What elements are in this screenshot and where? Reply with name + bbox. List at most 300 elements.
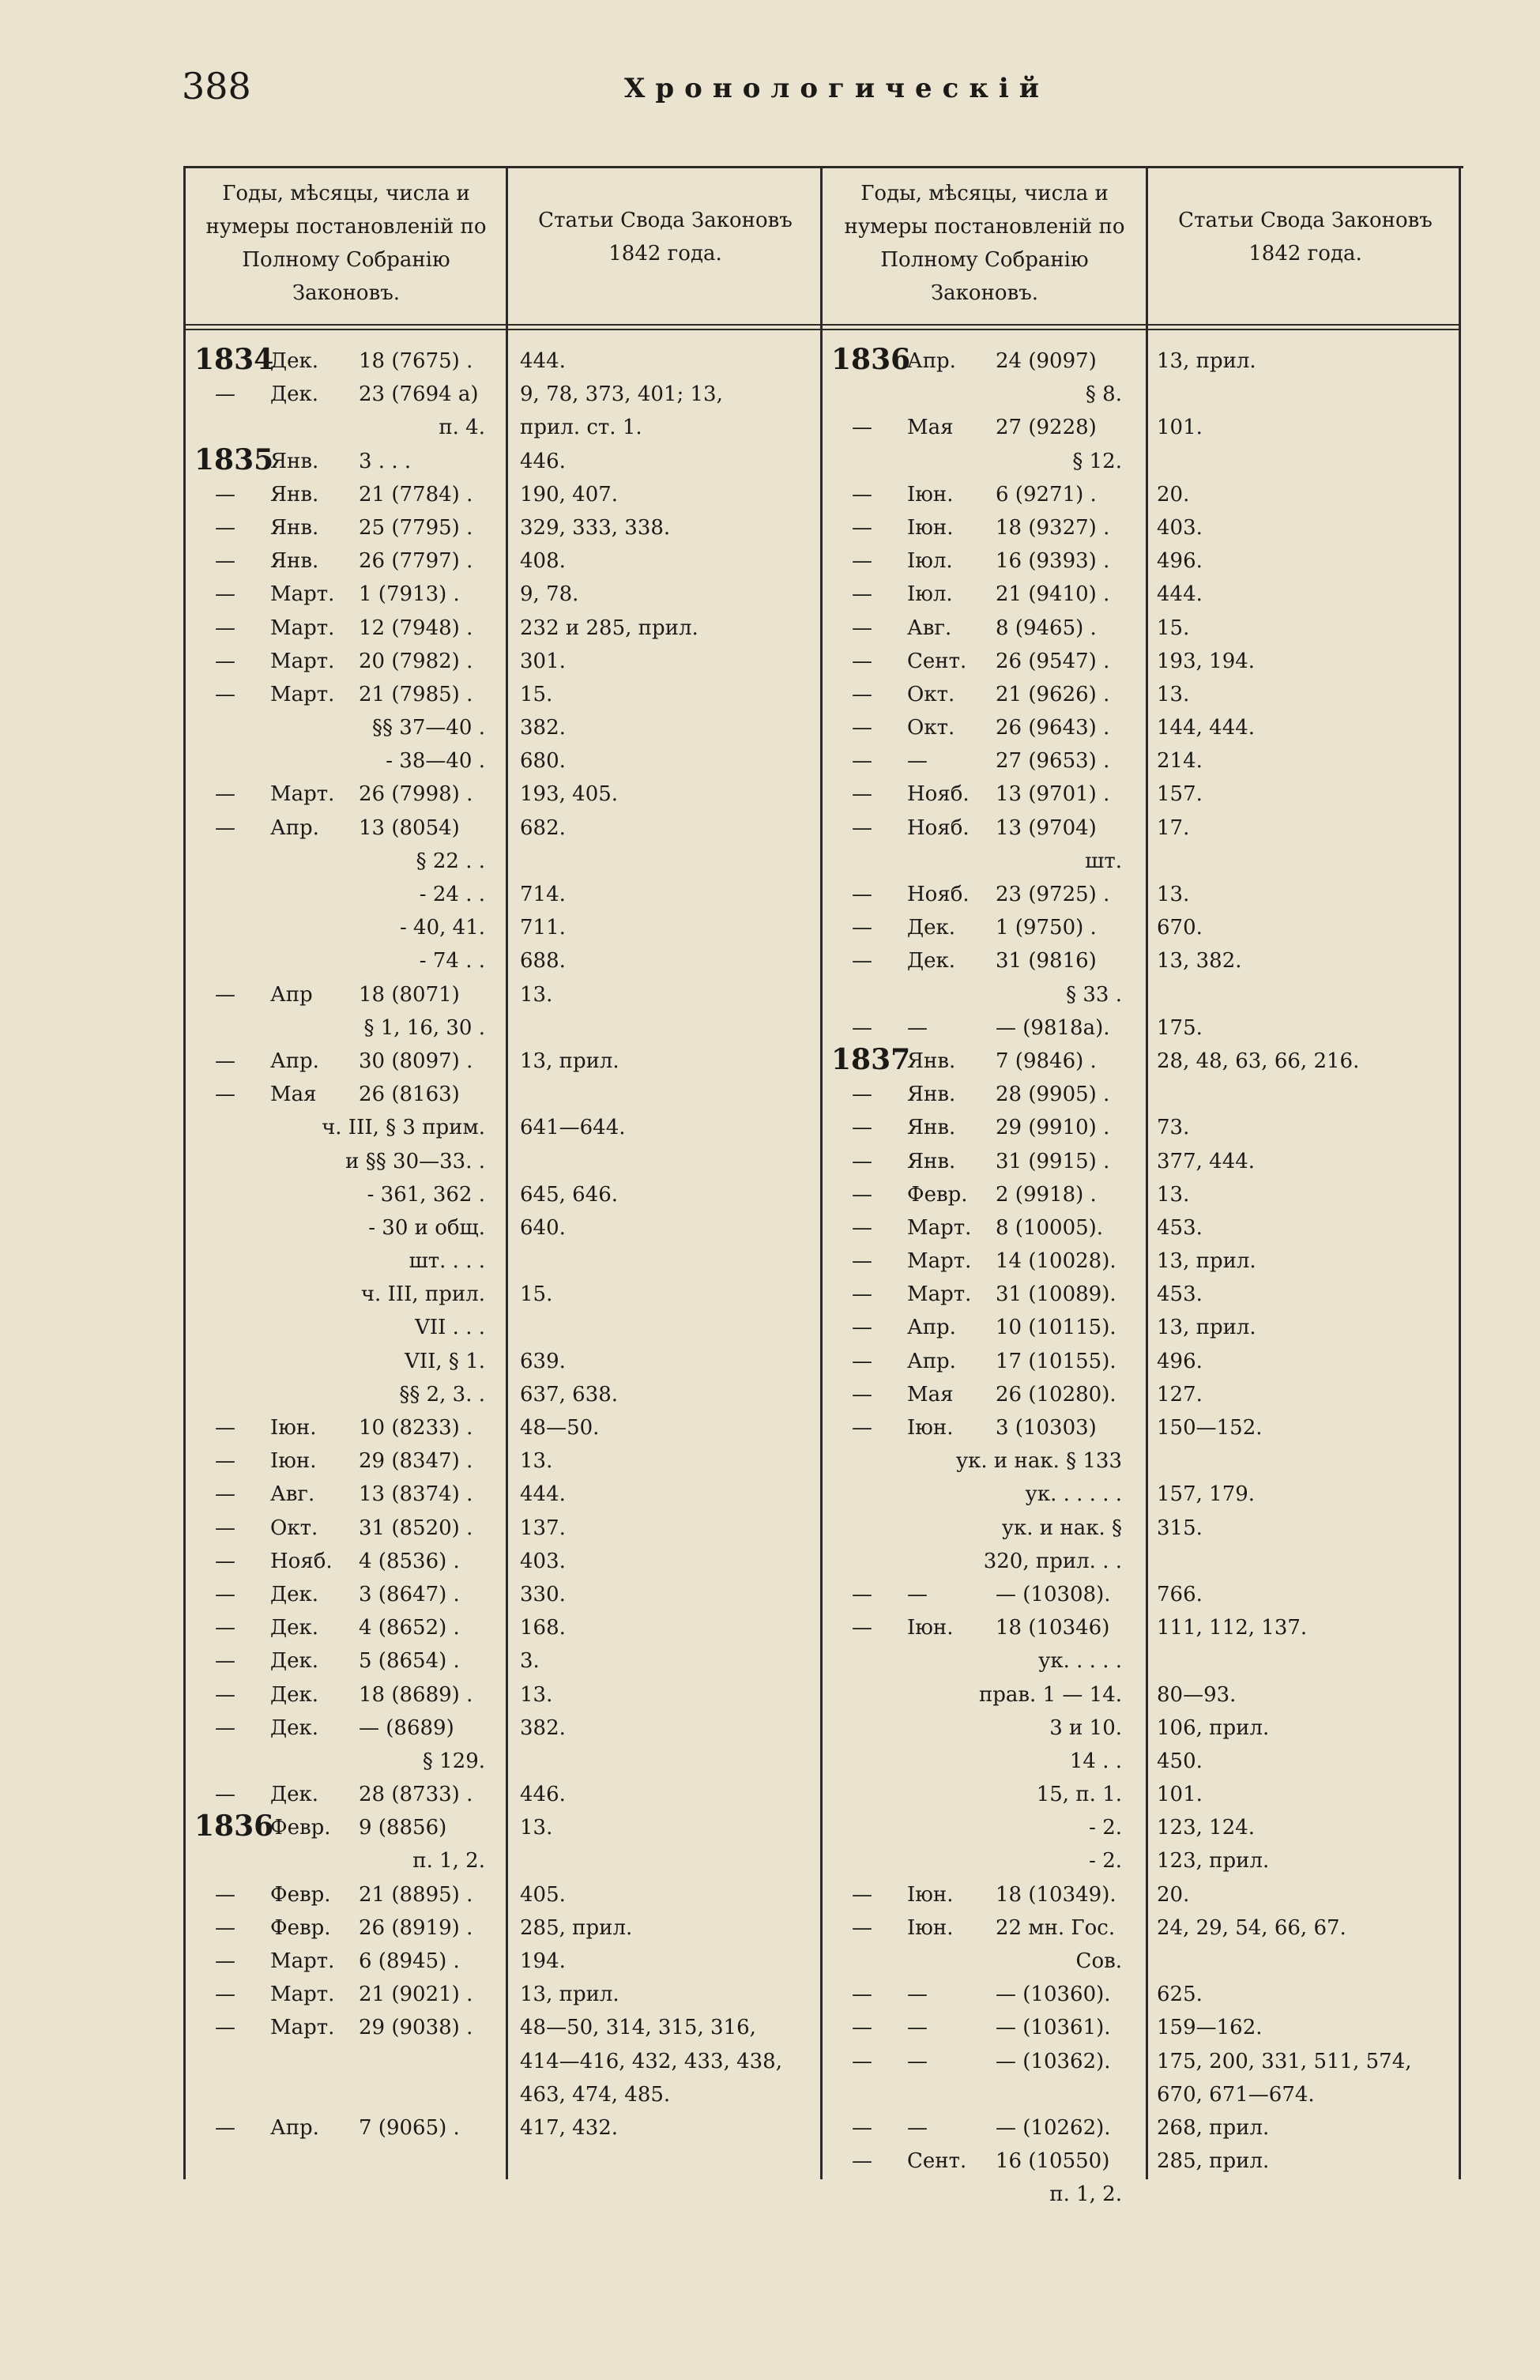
entry-art: 15. — [1157, 616, 1190, 640]
entry-art: 315. — [1157, 1516, 1203, 1540]
table-row — [820, 1078, 1460, 1111]
entry-cont: ук. . . . . — [1038, 1649, 1122, 1674]
entry-num: 3 (8647) . — [359, 1582, 460, 1606]
table-row — [820, 711, 1460, 744]
entry-num: 26 (10280). — [996, 1382, 1116, 1407]
entry-cont: ук. и нак. § — [1001, 1516, 1122, 1540]
entry-month: Окт. — [270, 1516, 318, 1540]
entry-dash: — — [852, 2016, 872, 2040]
entry-art: 640. — [520, 1215, 566, 1240]
entry-num: 18 (10349). — [996, 1882, 1116, 1907]
entry-art: 688. — [520, 949, 566, 973]
entry-month: Янв. — [270, 549, 319, 574]
entry-dash: — — [215, 382, 235, 407]
entry-art: 496. — [1157, 1349, 1203, 1373]
entry-month: Март. — [270, 616, 335, 640]
entry-cont: Сов. — [1075, 1949, 1122, 1973]
table-row — [183, 2011, 820, 2044]
table-row — [820, 2045, 1460, 2078]
header-rule-right-2 — [820, 329, 1460, 330]
entry-num: 26 (7797) . — [359, 549, 473, 574]
entry-month: Дек. — [907, 916, 956, 940]
entry-art: 193, 405. — [520, 782, 619, 807]
entry-month: Янв. — [270, 449, 319, 473]
entry-art: 13. — [1157, 883, 1190, 906]
entry-dash: — — [852, 616, 872, 640]
table-row — [820, 1211, 1460, 1245]
entry-month: Март. — [270, 782, 335, 807]
entry-art: 3. — [520, 1649, 540, 1674]
entry-dash: — — [852, 2115, 872, 2140]
entry-dash: — — [215, 2115, 235, 2140]
entry-num: — (8689) — [359, 1715, 454, 1740]
entry-num: 31 (9915) . — [996, 1149, 1110, 1173]
entry-dash: — — [852, 1915, 872, 1940]
table-row — [820, 1778, 1460, 1811]
entry-dash: — — [852, 2049, 872, 2073]
table-row — [820, 1042, 1460, 1078]
entry-dash: — — [852, 1282, 872, 1307]
entry-cont: § 22 . . — [416, 849, 485, 873]
entry-num: 3 (10303) — [996, 1416, 1097, 1440]
entry-cont: - 30 и общ. — [368, 1215, 485, 1240]
table-row — [183, 1111, 820, 1144]
entry-art: 403. — [520, 1549, 566, 1573]
entry-dash: — — [215, 1915, 235, 1940]
entry-art: 13, прил. — [1157, 349, 1256, 373]
table-row — [183, 1444, 820, 1478]
table-row — [183, 744, 820, 778]
table-row — [820, 612, 1460, 645]
entry-art: 168. — [520, 1616, 566, 1640]
entry-num: 28 (9905) . — [996, 1083, 1110, 1107]
table-row — [820, 1945, 1460, 1978]
entry-cont: § 8. — [1085, 382, 1122, 407]
entry-dash: — — [215, 1949, 235, 1973]
table-row — [183, 1678, 820, 1712]
entry-cont: §§ 37—40 . — [372, 716, 485, 740]
entry-dash: — — [852, 815, 872, 840]
page-number: 388 — [182, 65, 251, 107]
chronological-table — [183, 166, 1463, 2207]
entry-num: 29 (9910) . — [996, 1116, 1110, 1140]
table-top-rule — [183, 166, 1463, 168]
entry-month: Дек. — [270, 1649, 319, 1674]
entry-num: 29 (9038) . — [359, 2016, 473, 2040]
table-row — [820, 1578, 1460, 1611]
entry-num: 3 . . . — [359, 449, 412, 473]
entry-num: 13 (8374) . — [359, 1482, 473, 1507]
entry-num: 24 (9097) — [996, 349, 1097, 373]
entry-month: Янв. — [907, 1049, 956, 1073]
entry-art: 13. — [520, 1816, 553, 1840]
entry-month: — — [907, 2016, 928, 2040]
entry-art: 15. — [520, 1282, 553, 1307]
entry-num: 21 (8895) . — [359, 1882, 473, 1907]
entry-num: 1 (9750) . — [996, 916, 1097, 940]
entry-num: 26 (7998) . — [359, 782, 473, 807]
entry-art: 20. — [1157, 1882, 1190, 1907]
entry-art: 13, прил. — [520, 1049, 619, 1073]
table-row — [820, 1745, 1460, 1778]
table-row — [820, 845, 1460, 878]
entry-month: Авг. — [270, 1482, 315, 1507]
header-rule-left-2 — [183, 329, 820, 330]
entry-cont: 15, п. 1. — [1036, 1783, 1122, 1807]
table-row — [183, 2111, 820, 2145]
table-row — [820, 1512, 1460, 1545]
table-row — [183, 911, 820, 944]
table-row — [820, 1011, 1460, 1045]
entry-art: 377, 444. — [1157, 1149, 1256, 1173]
entry-dash: — — [215, 1616, 235, 1640]
entry-month: Янв. — [270, 482, 319, 507]
entry-month: Март. — [270, 682, 335, 706]
entry-month: Апр. — [907, 349, 956, 373]
entry-art: 285, прил. — [520, 1915, 633, 1940]
entry-cont: § 12. — [1072, 449, 1122, 473]
entry-month: Іюн. — [907, 1616, 954, 1640]
table-row — [820, 1178, 1460, 1211]
entry-art: 232 и 285, прил. — [520, 616, 698, 640]
entry-dash: — — [852, 1015, 872, 1040]
entry-dash: — — [215, 1482, 235, 1507]
entry-cont: - 2. — [1089, 1816, 1122, 1840]
entry-dash: — — [215, 815, 235, 840]
table-row — [820, 1978, 1460, 2011]
entry-month: Март. — [270, 649, 335, 673]
entry-art: 714. — [520, 883, 566, 906]
left-column — [183, 345, 820, 2145]
entry-num: — (10360). — [996, 1983, 1111, 2007]
entry-num: 16 (10550) — [996, 2149, 1110, 2174]
entry-num: 21 (7985) . — [359, 682, 473, 706]
entry-month: Нояб. — [270, 1549, 333, 1573]
entry-art: 150—152. — [1157, 1416, 1263, 1440]
entry-num: 17 (10155). — [996, 1349, 1116, 1373]
entry-num: 30 (8097) . — [359, 1049, 473, 1073]
entry-month: Февр. — [907, 1182, 968, 1207]
entry-cont: - 24 . . — [419, 883, 485, 906]
entry-num: 18 (8071) — [359, 982, 460, 1007]
entry-month: Іюн. — [907, 482, 954, 507]
entry-year: 1834 — [194, 343, 274, 376]
entry-dash: — — [852, 1582, 872, 1606]
entry-art: 444. — [520, 1482, 566, 1507]
entry-month: Нояб. — [907, 815, 970, 840]
entry-cont: ч. III, прил. — [360, 1282, 485, 1307]
entry-num: 10 (10115). — [996, 1316, 1116, 1340]
entry-num: 7 (9065) . — [359, 2115, 460, 2140]
entry-dash: — — [852, 716, 872, 740]
entry-dash: — — [852, 649, 872, 673]
entry-month: — — [907, 1582, 928, 1606]
entry-month: Нояб. — [907, 883, 970, 906]
entry-dash: — — [852, 949, 872, 973]
entry-num: 29 (8347) . — [359, 1449, 473, 1474]
entry-month: Апр. — [270, 2115, 319, 2140]
entry-art: 13. — [520, 1682, 553, 1707]
entry-month: Апр. — [907, 1349, 956, 1373]
table-row — [183, 711, 820, 744]
entry-art: 73. — [1157, 1116, 1190, 1140]
table-row — [183, 1178, 820, 1211]
entry-month: Дек. — [270, 349, 319, 373]
entry-month: Март. — [270, 1983, 335, 2007]
entry-month: Авг. — [907, 616, 952, 640]
table-row — [183, 1878, 820, 1911]
entry-art: 13. — [1157, 682, 1190, 706]
entry-num: — (10362). — [996, 2049, 1111, 2073]
header-rule-right — [820, 324, 1460, 326]
entry-dash: — — [215, 1549, 235, 1573]
table-row — [820, 1245, 1460, 1278]
table-row — [183, 378, 820, 411]
table-row — [183, 1811, 820, 1844]
entry-art: прил. ст. 1. — [520, 416, 642, 440]
table-row — [820, 812, 1460, 845]
entry-cont: 14 . . — [1069, 1749, 1122, 1773]
entry-dash: — — [852, 749, 872, 774]
entry-num: 26 (8919) . — [359, 1915, 473, 1940]
entry-art: 641—644. — [520, 1116, 626, 1140]
entry-dash: — — [215, 515, 235, 540]
entry-cont: VII, § 1. — [405, 1349, 485, 1373]
table-row — [820, 1411, 1460, 1444]
table-row — [183, 1245, 820, 1278]
table-row — [820, 578, 1460, 611]
entry-art: 190, 407. — [520, 482, 619, 507]
entry-num: 22 мн. Гос. — [996, 1915, 1116, 1940]
table-row — [183, 944, 820, 977]
entry-art: 127. — [1157, 1382, 1203, 1407]
table-row — [183, 1545, 820, 1578]
entry-month: Іюн. — [907, 1915, 954, 1940]
table-row — [183, 612, 820, 645]
table-row — [820, 1145, 1460, 1178]
entry-dash: — — [852, 1182, 872, 1207]
entry-cont: §§ 2, 3. . — [399, 1382, 485, 1407]
table-row — [820, 1811, 1460, 1844]
running-head: Хронологическій — [624, 73, 1050, 104]
entry-num: 31 (8520) . — [359, 1516, 473, 1540]
entry-num: 25 (7795) . — [359, 515, 473, 540]
entry-month: Март. — [907, 1215, 972, 1240]
table-row — [820, 1611, 1460, 1644]
table-row — [183, 1745, 820, 1778]
entry-art: 13, прил. — [1157, 1249, 1256, 1274]
table-row — [183, 778, 820, 811]
entry-cont: - 2. — [1089, 1849, 1122, 1873]
entry-num: 13 (9704) — [996, 815, 1097, 840]
table-row — [183, 1512, 820, 1545]
header-article-left: Статьи Свода Законовъ 1842 года. — [538, 209, 793, 265]
entry-num: 20 (7982) . — [359, 649, 473, 673]
table-row — [820, 2078, 1460, 2111]
entry-art: 157. — [1157, 782, 1203, 807]
entry-month: Февр. — [270, 1816, 331, 1840]
entry-art: 446. — [520, 449, 566, 473]
entry-num: 23 (9725) . — [996, 883, 1110, 906]
entry-art: 13. — [520, 982, 553, 1007]
entry-month: Мая — [907, 1382, 954, 1407]
entry-dash: — — [852, 416, 872, 440]
table-row — [183, 442, 820, 478]
entry-art: 639. — [520, 1349, 566, 1373]
table-row — [820, 1345, 1460, 1378]
entry-num: 28 (8733) . — [359, 1783, 473, 1807]
header-date-left: Годы, мѣсяцы, числа и нумеры постановленій по Полному Собранію Законовъ. — [205, 182, 487, 305]
entry-num: 8 (9465) . — [996, 616, 1097, 640]
entry-cont: и §§ 30—33. . — [345, 1149, 485, 1173]
table-row — [820, 744, 1460, 778]
entry-month: Дек. — [270, 1682, 319, 1707]
entry-dash: — — [852, 782, 872, 807]
entry-dash: — — [852, 1616, 872, 1640]
header-date-right: Годы, мѣсяцы, числа и нумеры постановленій по Полному Собранію Законовъ. — [844, 182, 1125, 305]
entry-cont: п. 4. — [439, 416, 485, 440]
entry-art: 159—162. — [1157, 2016, 1263, 2040]
entry-num: 31 (9816) — [996, 949, 1097, 973]
entry-cont: - 361, 362 . — [367, 1182, 485, 1207]
entry-dash: — — [852, 916, 872, 940]
entry-art: 637, 638. — [520, 1382, 619, 1407]
entry-cont: § 129. — [422, 1749, 485, 1773]
entry-month: — — [907, 1983, 928, 2007]
table-row — [820, 2145, 1460, 2178]
entry-num: 4 (8536) . — [359, 1549, 460, 1573]
entry-month: Іюл. — [907, 582, 953, 607]
entry-art: 15. — [520, 682, 553, 706]
table-row — [820, 1878, 1460, 1911]
entry-dash: — — [215, 482, 235, 507]
entry-dash: — — [215, 1416, 235, 1440]
table-row — [183, 1478, 820, 1511]
entry-art: 625. — [1157, 1983, 1203, 2007]
table-row — [183, 845, 820, 878]
entry-dash: — — [852, 549, 872, 574]
entry-cont: § 1, 16, 30 . — [363, 1015, 485, 1040]
entry-num: 21 (9021) . — [359, 1983, 473, 2007]
entry-art: 301. — [520, 649, 566, 673]
entry-month: Янв. — [907, 1116, 956, 1140]
entry-art: 382. — [520, 716, 566, 740]
entry-num: 5 (8654) . — [359, 1649, 460, 1674]
entry-month: Іюн. — [907, 515, 954, 540]
entry-art: 175, 200, 331, 511, 574, — [1157, 2049, 1412, 2073]
table-row — [183, 511, 820, 544]
entry-dash: — — [215, 682, 235, 706]
entry-month: — — [907, 2049, 928, 2073]
entry-num: 1 (7913) . — [359, 582, 460, 607]
entry-dash: — — [215, 1083, 235, 1107]
entry-month: Іюн. — [270, 1416, 317, 1440]
entry-dash: — — [215, 616, 235, 640]
entry-month: Окт. — [907, 682, 955, 706]
entry-month: Апр. — [270, 815, 319, 840]
entry-dash: — — [852, 2149, 872, 2174]
table-row — [820, 1644, 1460, 1678]
table-row — [183, 1712, 820, 1745]
entry-month: Іюн. — [907, 1416, 954, 1440]
header-article-right: Статьи Свода Законовъ 1842 года. — [1178, 209, 1433, 265]
table-row — [820, 511, 1460, 544]
entry-num: 21 (9410) . — [996, 582, 1110, 607]
entry-art: 175. — [1157, 1015, 1203, 1040]
table-row — [820, 978, 1460, 1011]
entry-dash: — — [852, 1349, 872, 1373]
entry-art: 414—416, 432, 433, 438, — [520, 2049, 782, 2073]
entry-art: 193, 194. — [1157, 649, 1256, 673]
entry-month: Іюл. — [907, 549, 953, 574]
entry-month: Апр. — [270, 1049, 319, 1073]
entry-art: 123, 124. — [1157, 1816, 1256, 1840]
entry-month: Янв. — [907, 1149, 956, 1173]
entry-cont: § 33 . — [1066, 982, 1122, 1007]
table-row — [183, 812, 820, 845]
entry-month: Мая — [907, 416, 954, 440]
entry-num: 13 (8054) — [359, 815, 460, 840]
entry-month: Март. — [270, 2016, 335, 2040]
entry-month: — — [907, 2115, 928, 2140]
entry-num: — (10361). — [996, 2016, 1111, 2040]
entry-year: 1835 — [194, 442, 274, 476]
table-row — [820, 645, 1460, 678]
entry-cont: - 38—40 . — [386, 749, 485, 774]
entry-dash: — — [215, 1516, 235, 1540]
entry-num: — (10308). — [996, 1582, 1111, 1606]
table-row — [820, 478, 1460, 511]
table-row — [183, 1011, 820, 1045]
entry-month: Янв. — [270, 515, 319, 540]
entry-num: 14 (10028). — [996, 1249, 1116, 1274]
table-row — [820, 2178, 1460, 2211]
table-row — [820, 944, 1460, 977]
table-row — [820, 411, 1460, 444]
entry-num: 16 (9393) . — [996, 549, 1110, 574]
entry-month: Дек. — [270, 1783, 319, 1807]
table-row — [183, 1311, 820, 1344]
table-row — [183, 1778, 820, 1811]
entry-num: 26 (8163) — [359, 1083, 460, 1107]
entry-month: Февр. — [270, 1915, 331, 1940]
table-row — [183, 1411, 820, 1444]
table-row — [183, 1045, 820, 1078]
entry-num: — (9818а). — [996, 1015, 1110, 1040]
entry-num: 18 (9327) . — [996, 515, 1110, 540]
entry-month: Дек. — [270, 1616, 319, 1640]
entry-art: 680. — [520, 749, 566, 774]
right-column — [820, 345, 1460, 2212]
table-row — [820, 778, 1460, 811]
entry-num: 27 (9228) — [996, 416, 1097, 440]
entry-art: 137. — [520, 1516, 566, 1540]
entry-dash: — — [852, 1149, 872, 1173]
table-row — [820, 1678, 1460, 1712]
entry-art: 101. — [1157, 416, 1203, 440]
entry-month: — — [907, 1015, 928, 1040]
entry-num: 23 (7694 а) — [359, 382, 479, 407]
entry-cont: 320, прил. . . — [983, 1549, 1122, 1573]
entry-art: 194. — [520, 1949, 566, 1973]
table-row — [820, 544, 1460, 578]
entry-art: 214. — [1157, 749, 1203, 774]
entry-month: Окт. — [907, 716, 955, 740]
entry-art: 106, прил. — [1157, 1715, 1270, 1740]
table-row — [820, 1278, 1460, 1311]
entry-dash: — — [215, 649, 235, 673]
entry-num: 9 (8856) — [359, 1816, 447, 1840]
